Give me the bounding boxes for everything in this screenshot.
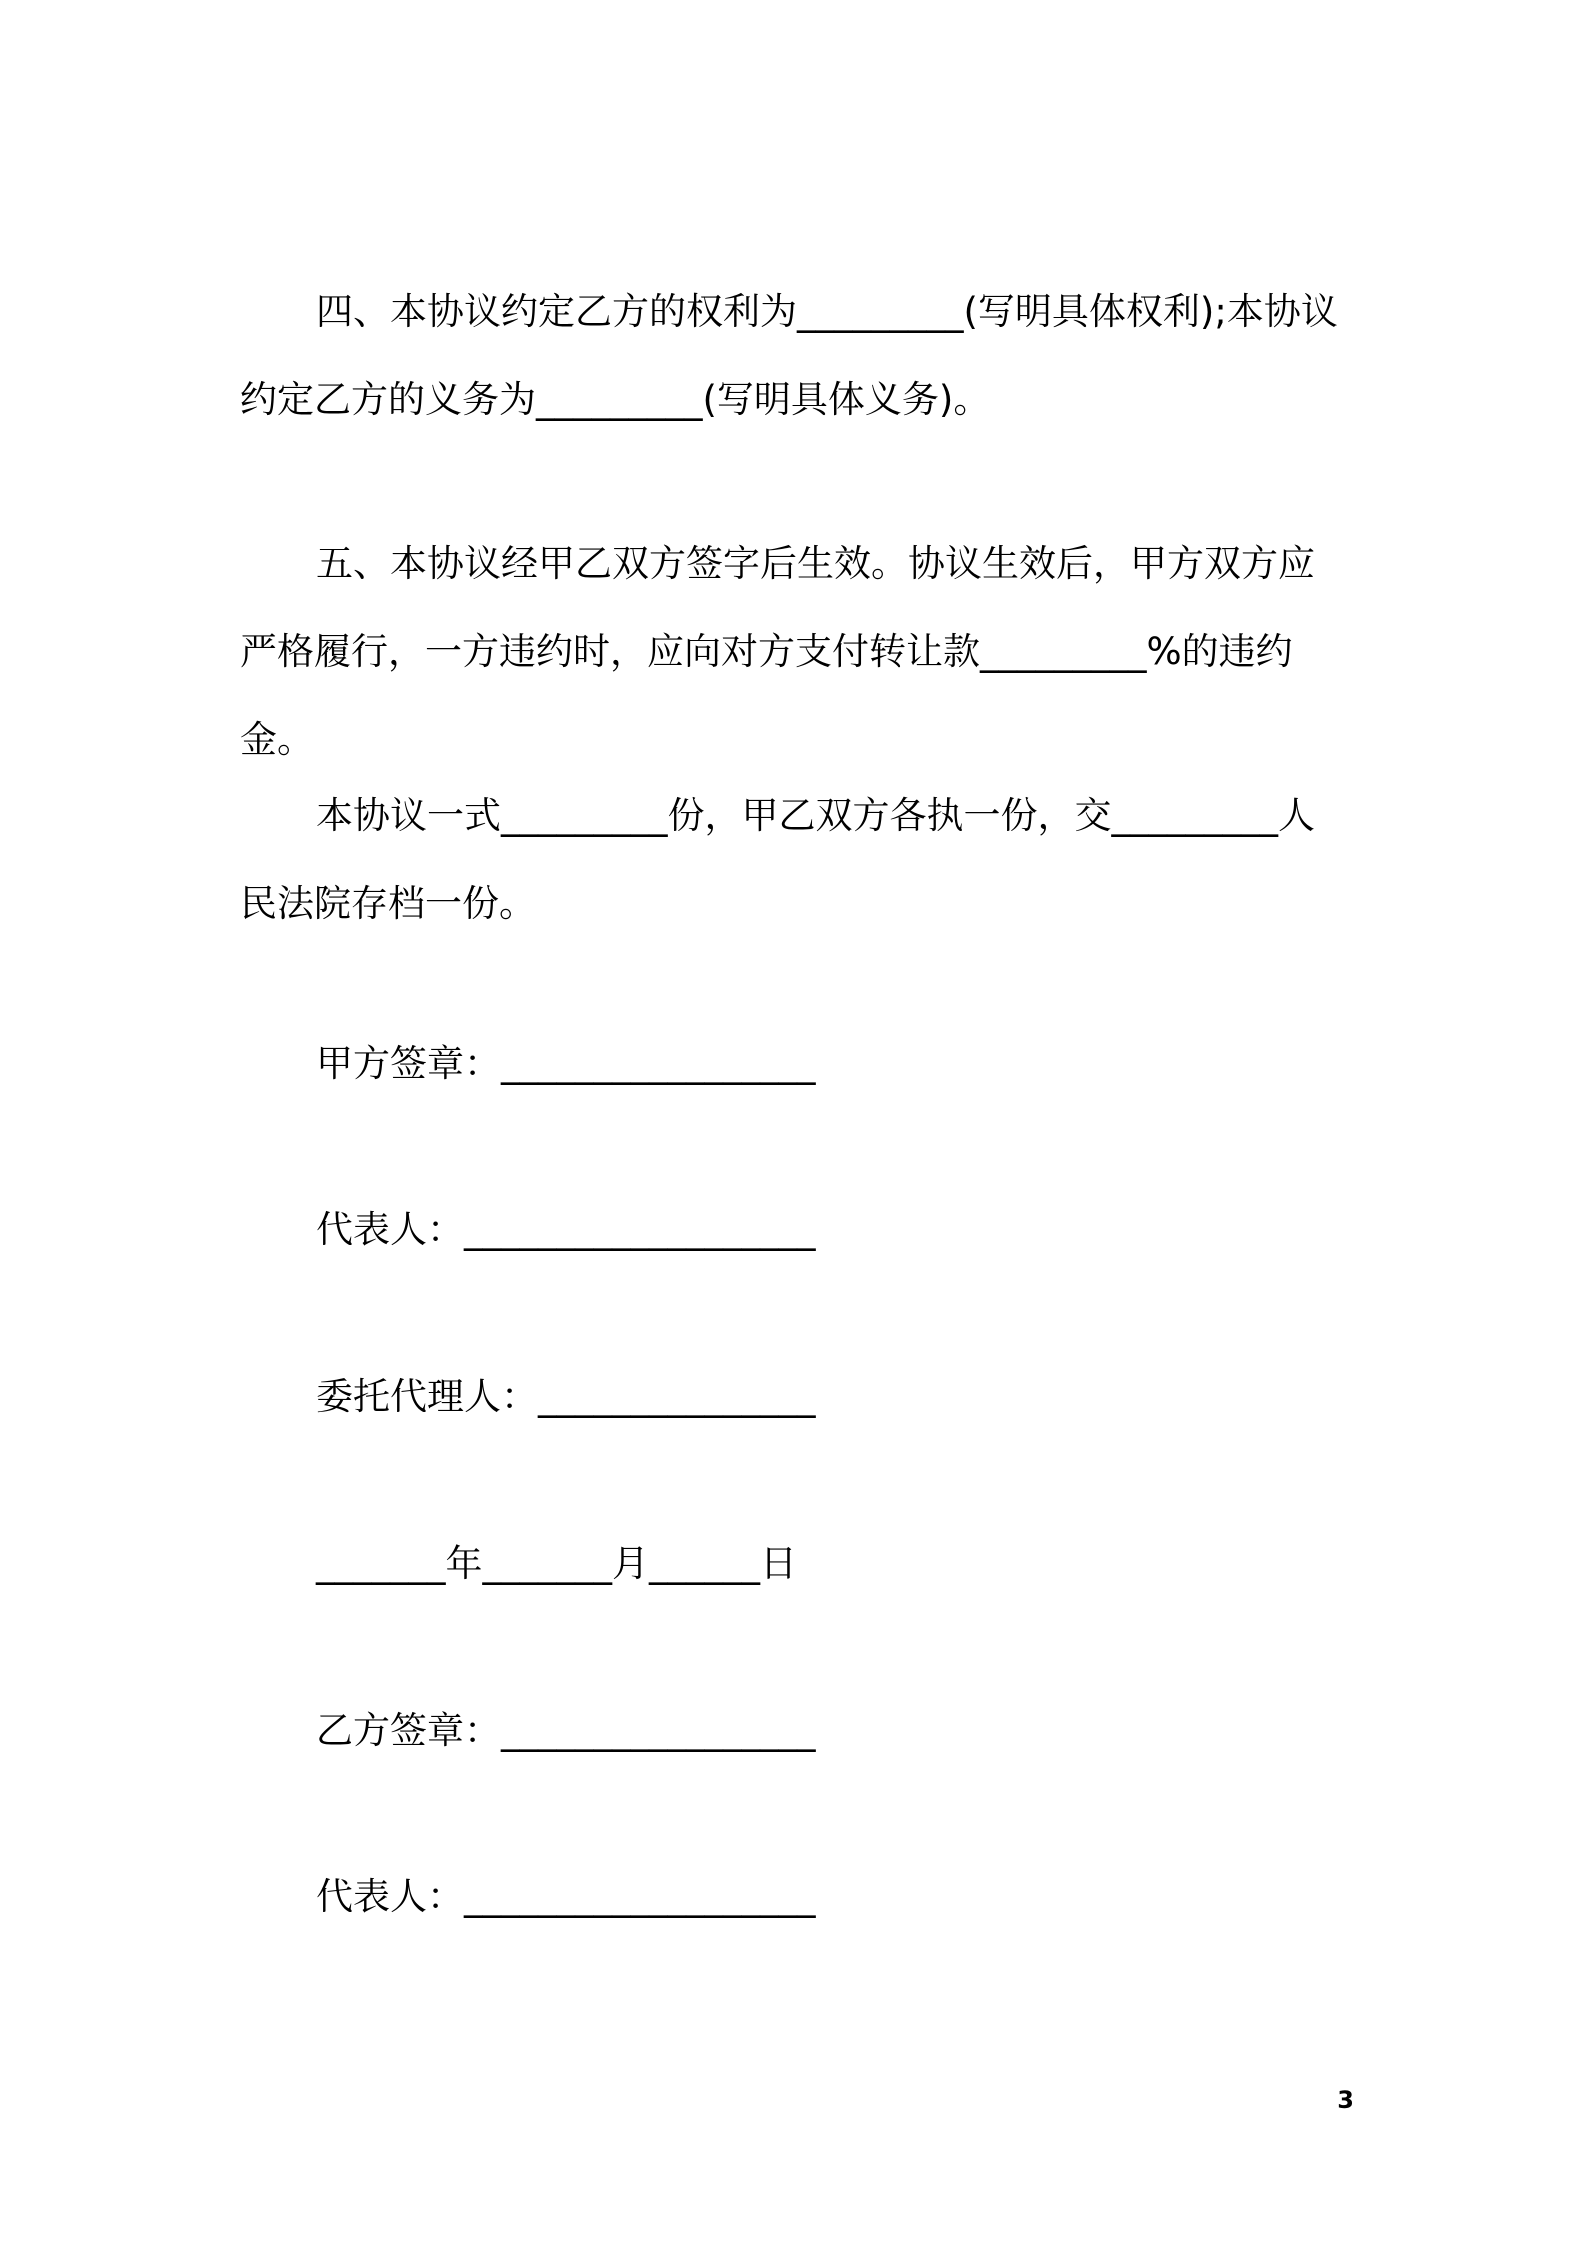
party-a-seal-line: 甲方签章：_________________ — [316, 1042, 816, 1085]
copies-clause: 本协议一式_________份，甲乙双方各执一份，交_________人民法院存档一份。 — [240, 794, 1315, 925]
party-a-representative-line: 代表人：___________________ — [316, 1208, 816, 1251]
party-b-representative-line: 代表人：___________________ — [316, 1875, 816, 1918]
clause-four: 四、本协议约定乙方的权利为_________(写明具体权利);本协议约定乙方的义务为_________(写明具体义务)。 — [240, 290, 1338, 421]
clause-five: 五、本协议经甲乙双方签字后生效。协议生效后，甲方双方应严格履行，一方违约时，应向对方支付转让款_________%的违约金。 — [240, 542, 1315, 761]
date-line: _______年_______月______日 — [316, 1542, 797, 1585]
party-b-seal-line: 乙方签章：_________________ — [316, 1709, 816, 1752]
agent-line: 委托代理人：_______________ — [316, 1375, 816, 1418]
page-number: 3 — [1337, 2086, 1354, 2114]
